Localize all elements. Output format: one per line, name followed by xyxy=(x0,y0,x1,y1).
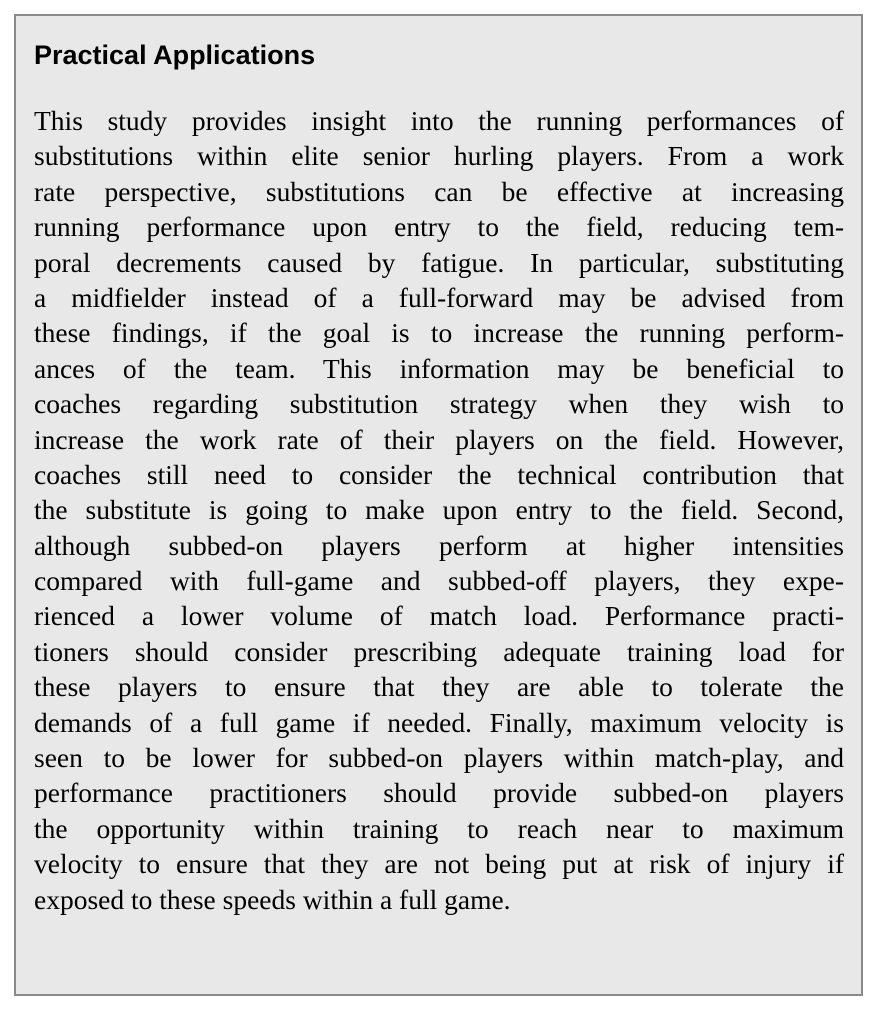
text-line: ances of the team. This information may be beneficial to xyxy=(34,352,844,384)
text-line: seen to be lower for subbed-on players within match-play, and xyxy=(34,742,844,774)
text-line: these findings, if the goal is to increase the running perform- xyxy=(34,317,844,349)
text-line: This study provides insight into the running performances of xyxy=(34,105,844,136)
text-line: tioners should consider prescribing adequate training load for xyxy=(34,635,844,667)
practical-applications-box xyxy=(14,14,863,996)
text-line: rienced a lower volume of match load. Performance practi- xyxy=(34,600,844,632)
box-heading: Practical Applications xyxy=(34,40,316,70)
text-line: exposed to these speeds within a full game. xyxy=(34,883,511,915)
text-line: running performance upon entry to the field, reducing tem- xyxy=(34,211,844,243)
text-line: performance practitioners should provide subbed-on players xyxy=(34,777,844,809)
text-line: coaches still need to consider the technical contribution that xyxy=(34,458,844,490)
text-line: coaches regarding substitution strategy when they wish to xyxy=(34,388,844,420)
text-line: although subbed-on players perform at higher intensities xyxy=(34,529,844,561)
text-line: poral decrements caused by fatigue. In particular, substituting xyxy=(34,246,844,278)
text-line: velocity to ensure that they are not being put at risk of injury if xyxy=(34,848,844,880)
text-line: demands of a full game if needed. Finally, maximum velocity is xyxy=(34,706,844,738)
text-line: rate perspective, substitutions can be effective at increasing xyxy=(34,175,844,207)
text-line: increase the work rate of their players on the field. However, xyxy=(34,423,844,455)
text-line: a midfielder instead of a full-forward may be advised from xyxy=(34,281,844,313)
text-line: substitutions within elite senior hurling players. From a work xyxy=(34,140,844,172)
text-line: the opportunity within training to reach near to maximum xyxy=(34,812,844,844)
box-body-text xyxy=(34,103,844,917)
text-line: the substitute is going to make upon entry to the field. Second, xyxy=(34,494,844,526)
text-line: compared with full-game and subbed-off players, they expe- xyxy=(34,565,844,597)
text-line: these players to ensure that they are able to tolerate the xyxy=(34,671,844,703)
